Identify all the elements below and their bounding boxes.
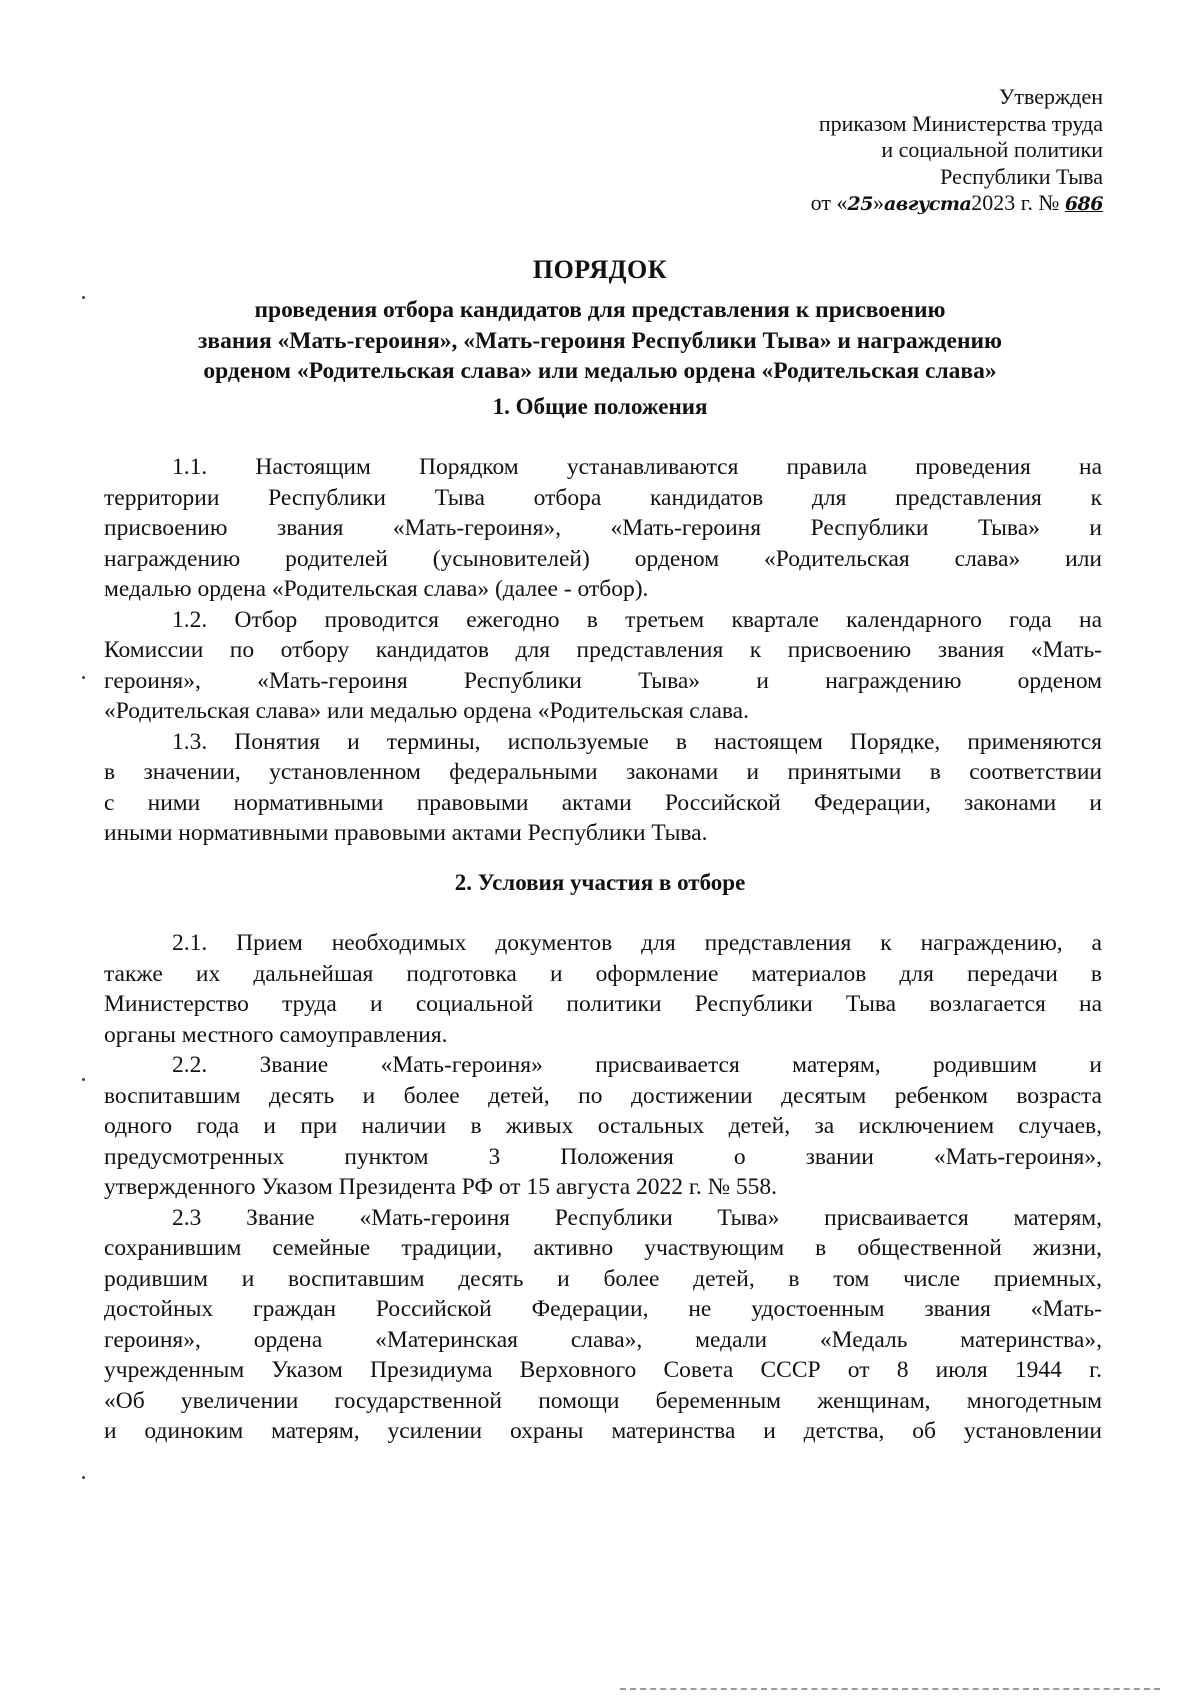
text-line: территории Республики Тыва отбора кандидатов для представления к (104, 484, 1102, 511)
text-line: Комиссии по отбору кандидатов для представления к присвоению звания «Мать- (104, 637, 1102, 663)
text-line: и одиноким матерям, усилении охраны материнства и детства, об установлении (104, 1418, 1102, 1444)
text-line: сохранившим семейные традиции, активно участвующим в общественной жизни, (104, 1235, 1102, 1261)
text-line: героиня», ордена «Материнская слава», медали «Медаль материнства», (104, 1326, 1102, 1353)
paragraph-1-3 (104, 727, 1102, 849)
text-line: награждению родителей (усыновителей) орденом «Родительская слава» или (104, 545, 1102, 572)
date-year: 2023 г. № (971, 190, 1065, 215)
text-line: медалью ордена «Родительская слава» (далее - отбор). (104, 576, 649, 602)
section-heading: 2. Условия участия в отборе (454, 870, 746, 895)
text-line: родившим и воспитавшим десять и более детей, в том числе приемных, (104, 1265, 1102, 1292)
scan-speck (82, 676, 85, 679)
handwritten-order-number: 686 (1064, 193, 1103, 215)
scan-edge-line (620, 1688, 1160, 1690)
section-heading: 1. Общие положения (492, 394, 708, 419)
text-line: 2.1. Прием необходимых документов для представления к награждению, а (172, 930, 1102, 956)
handwritten-day: 25 (847, 193, 873, 215)
document-subtitle (100, 295, 1100, 387)
approval-line-2: приказом Министерства труда (818, 110, 1103, 136)
subtitle-line: орденом «Родительская слава» или медалью ордена «Родительская слава» (203, 358, 997, 384)
approval-line-3: и социальной политики (881, 137, 1103, 162)
text-line: с ними нормативными правовыми актами Российской Федерации, законами и (104, 789, 1102, 816)
text-line: утвержденного Указом Президента РФ от 15 августа 2022 г. № 558. (104, 1174, 778, 1200)
paragraph-2-2 (104, 1050, 1102, 1203)
date-mid: » (872, 190, 884, 215)
subtitle-line: проведения отбора кандидатов для представления к присвоению (254, 297, 946, 323)
text-line: одного года и при наличии в живых остальных детей, за исключением случаев, (104, 1113, 1102, 1139)
scan-speck (82, 296, 85, 299)
approval-block (583, 84, 1103, 218)
scan-speck (82, 1476, 85, 1479)
text-line: «Об увеличении государственной помощи беременным женщинам, многодетным (104, 1387, 1102, 1414)
text-line: иными нормативными правовыми актами Республики Тыва. (104, 820, 708, 846)
text-line: 1.2. Отбор проводится ежегодно в третьем квартале календарного года на (172, 606, 1102, 633)
text-line: Министерство труда и социальной политики Республики Тыва возлагается на (104, 991, 1102, 1017)
text-line: достойных граждан Российской Федерации, не удостоенным звания «Мать- (104, 1296, 1102, 1322)
text-line: воспитавшим десять и более детей, по достижении десятым ребенком возраста (104, 1082, 1102, 1109)
text-line: «Родительская слава» или медалью ордена «Родительская слава. (104, 698, 749, 724)
text-line: также их дальнейшая подготовка и оформление материалов для передачи в (104, 960, 1102, 987)
handwritten-month: августа (883, 193, 972, 215)
text-line: героиня», «Мать-героиня Республики Тыва» и награждению орденом (104, 667, 1102, 694)
text-line: 2.3 Звание «Мать-героиня Республики Тыва» присваивается матерям, (172, 1204, 1102, 1231)
document-title: ПОРЯДОК (532, 255, 668, 284)
text-line: учрежденным Указом Президиума Верховного Совета СССР от 8 июля 1944 г. (104, 1357, 1102, 1383)
approval-line-1: Утвержден (998, 84, 1103, 109)
text-line: предусмотренных пунктом 3 Положения о звании «Мать-героиня», (104, 1143, 1102, 1170)
approval-date-line (583, 190, 1103, 218)
text-line: 2.2. Звание «Мать-героиня» присваивается матерям, родившим и (172, 1052, 1102, 1078)
paragraph-2-3 (104, 1203, 1102, 1447)
date-prefix: от « (810, 190, 848, 215)
text-line: 1.3. Понятия и термины, используемые в настоящем Порядке, применяются (172, 728, 1102, 755)
text-line: в значении, установленном федеральными законами и принятыми в соответствии (104, 759, 1102, 785)
paragraph-2-1 (104, 928, 1102, 1050)
text-line: органы местного самоуправления. (104, 1021, 448, 1048)
paragraph-1-2 (104, 605, 1102, 727)
text-line: 1.1. Настоящим Порядком устанавливаются правила проведения на (172, 454, 1102, 480)
scan-speck (82, 1078, 85, 1081)
text-line: присвоению звания «Мать-героиня», «Мать-героиня Республики Тыва» и (104, 515, 1102, 541)
approval-line-4: Республики Тыва (940, 163, 1103, 189)
subtitle-line: звания «Мать-героиня», «Мать-героиня Республики Тыва» и награждению (197, 327, 1002, 354)
paragraph-1-1 (104, 452, 1102, 605)
